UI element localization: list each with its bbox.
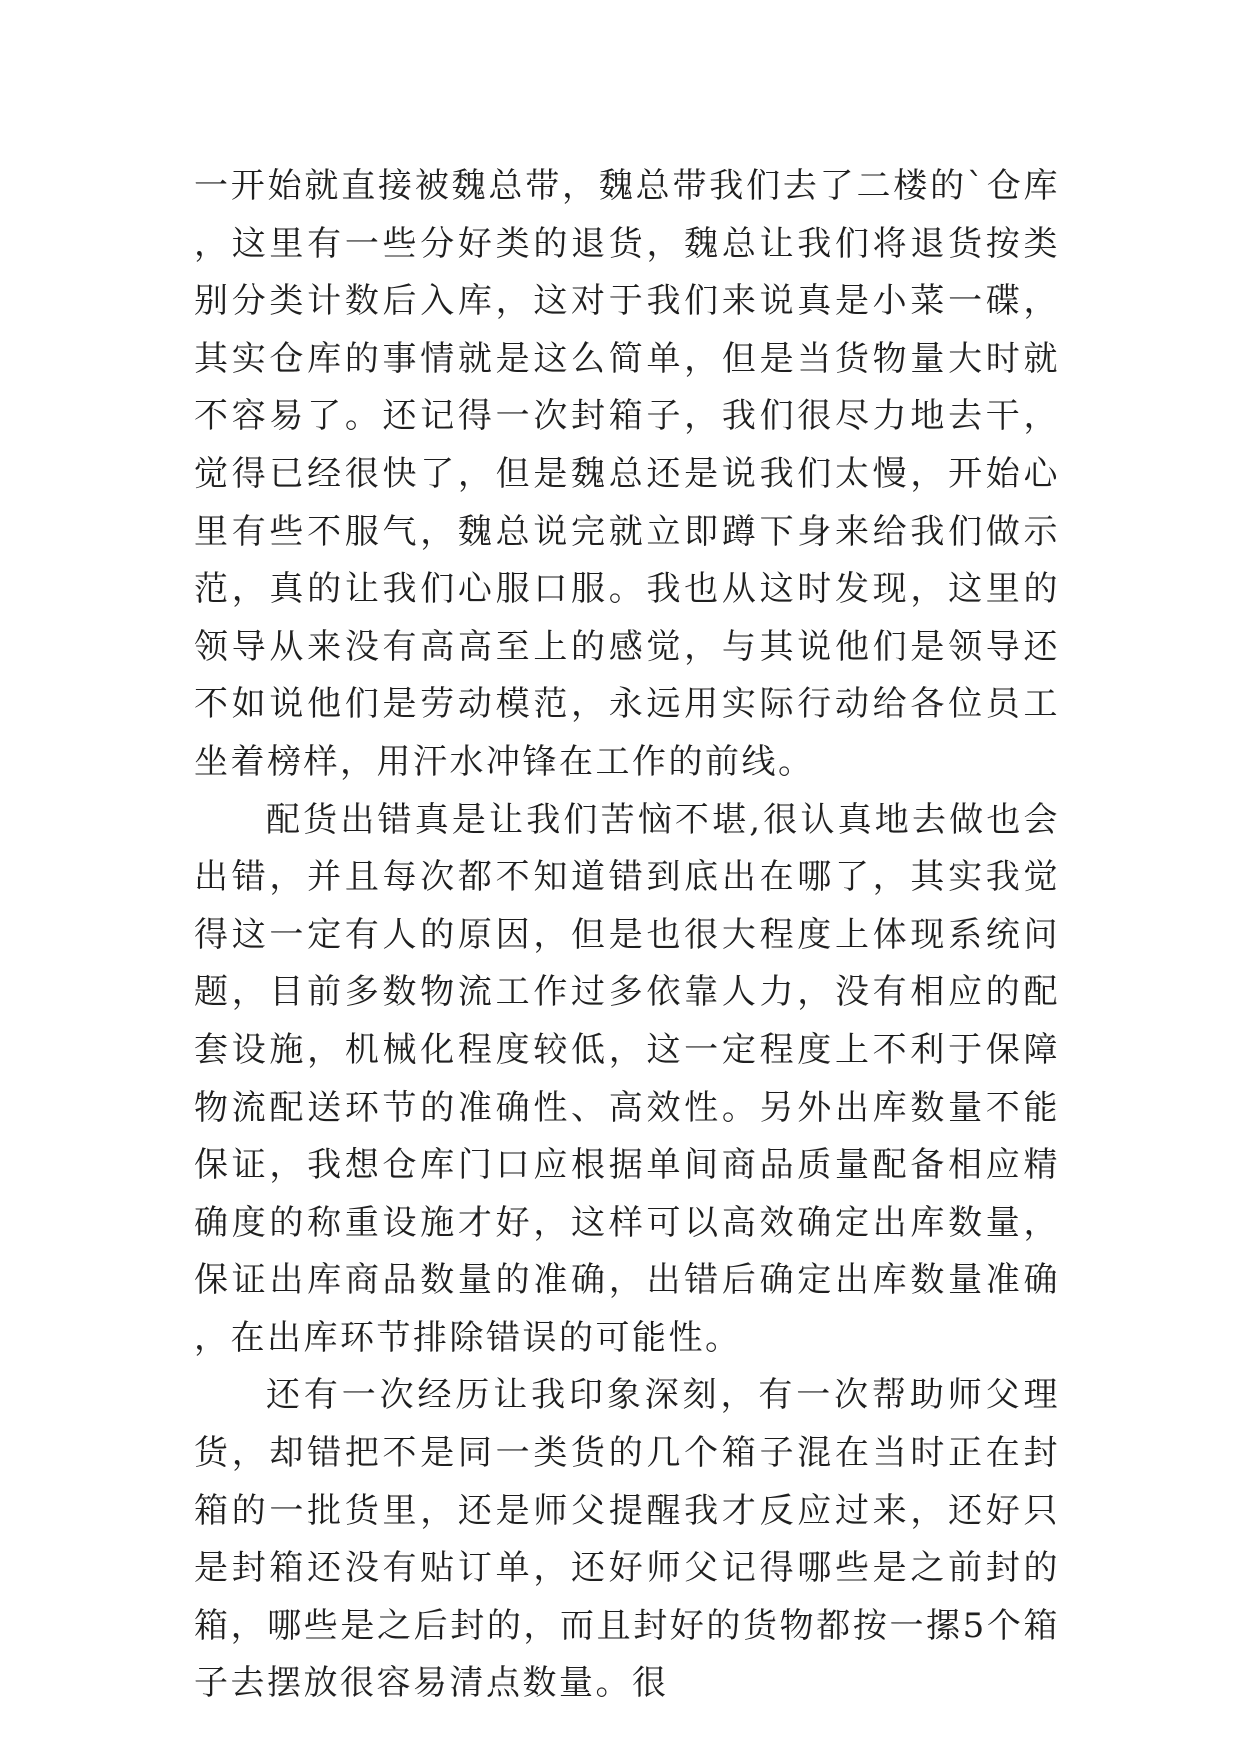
paragraph-2: 配货出错真是让我们苦恼不堪,很认真地去做也会出错，并且每次都不知道错到底出在哪了，其实我觉得这一定有人的原因，但是也很大程度上体现系统问题，目前多数物流工作过多依靠人力，没有相应的配套设施，机械化程度较低，这一定程度上不利于保障物流配送环节的准确性、高效性。另外出库数量不能保证，我想仓库门口应根据单间商品质量配备相应精确度的称重设施才好，这样可以高效确定出库数量，保证出库商品数量的准确，出错后确定出库数量准确，在出库环节排除错误的可能性。 — [194, 799, 1060, 1358]
body-text — [194, 158, 1060, 1713]
paragraph-3: 还有一次经历让我印象深刻，有一次帮助师父理货，却错把不是同一类货的几个箱子混在当时正在封箱的一批货里，还是师父提醒我才反应过来，还好只是封箱还没有贴订单，还好师父记得哪些是之前封的箱，哪些是之后封的，而且封好的货物都按一摞5个箱子去摆放很容易清点数量。很 — [194, 1375, 1060, 1704]
paragraph-1: 一开始就直接被魏总带，魏总带我们去了二楼的`仓库，这里有一些分好类的退货，魏总让我们将退货按类别分类计数后入库，这对于我们来说真是小菜一碟，其实仓库的事情就是这么简单，但是当货物量大时就不容易了。还记得一次封箱子，我们很尽力地去干，觉得已经很快了，但是魏总还是说我们太慢，开始心里有些不服气，魏总说完就立即蹲下身来给我们做示范，真的让我们心服口服。我也从这时发现，这里的领导从来没有高高至上的感觉，与其说他们是领导还不如说他们是劳动模范，永远用实际行动给各位员工坐着榜样，用汗水冲锋在工作的前线。 — [194, 166, 1060, 782]
